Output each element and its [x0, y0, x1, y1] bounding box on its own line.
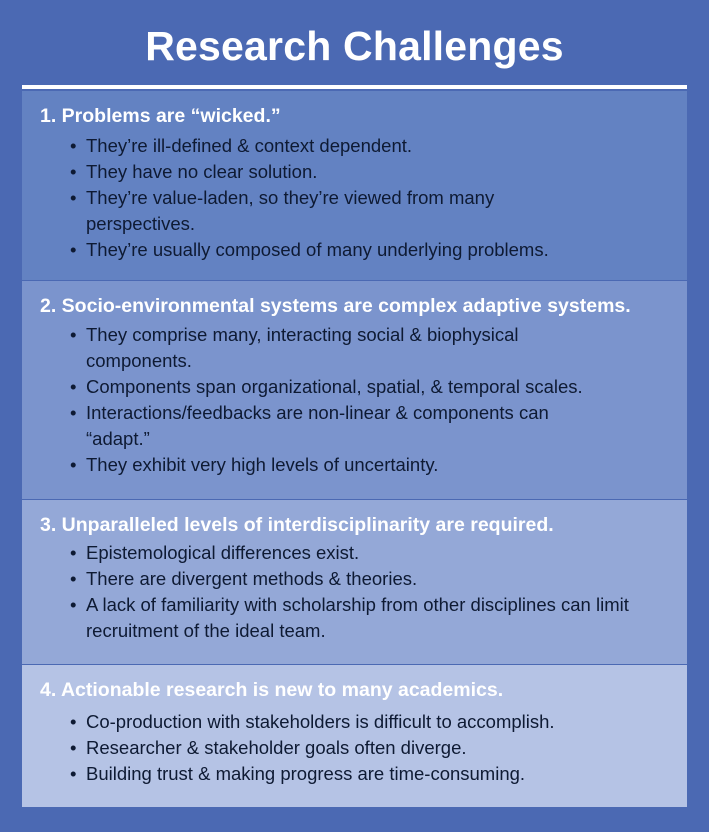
bullet-item: • Epistemological differences exist. — [70, 540, 670, 566]
bullet-list — [70, 133, 670, 263]
bullet-item: • They comprise many, interacting social & biophysical components. — [70, 322, 586, 374]
bullet-list — [70, 322, 670, 478]
section-heading: 4. Actionable research is new to many academics. — [40, 679, 504, 701]
section-heading: 2. Socio-environmental systems are complex adaptive systems. — [40, 295, 631, 317]
section-heading: 1. Problems are “wicked.” — [40, 105, 281, 127]
bullet-list — [70, 540, 670, 644]
bullet-item: • A lack of familiarity with scholarship from other disciplines can limit recruitment of the ideal team. — [70, 592, 646, 644]
challenge-section-4 — [22, 665, 687, 807]
section-heading: 3. Unparalleled levels of interdisciplinarity are required. — [40, 514, 554, 536]
bullet-item: • They have no clear solution. — [70, 159, 670, 185]
bullet-item: • They’re value-laden, so they’re viewed from many perspectives. — [70, 185, 556, 237]
bullet-item: • They’re ill-defined & context dependent. — [70, 133, 670, 159]
bullet-item: • Interactions/feedbacks are non-linear & components can “adapt.” — [70, 400, 586, 452]
bullet-list — [70, 709, 670, 787]
bullet-item: • Co-production with stakeholders is difficult to accomplish. — [70, 709, 670, 735]
bullet-item: • Building trust & making progress are time-consuming. — [70, 761, 670, 787]
bullet-item: • They’re usually composed of many underlying problems. — [70, 237, 670, 263]
challenge-section-3 — [22, 500, 687, 664]
challenge-section-1 — [22, 91, 687, 280]
title-divider — [22, 85, 687, 89]
bullet-item: • Researcher & stakeholder goals often diverge. — [70, 735, 670, 761]
bullet-item: • There are divergent methods & theories. — [70, 566, 670, 592]
page-title: Research Challenges — [145, 23, 564, 69]
challenge-section-2 — [22, 281, 687, 499]
bullet-item: • They exhibit very high levels of uncertainty. — [70, 452, 670, 478]
bullet-item: • Components span organizational, spatial, & temporal scales. — [70, 374, 670, 400]
